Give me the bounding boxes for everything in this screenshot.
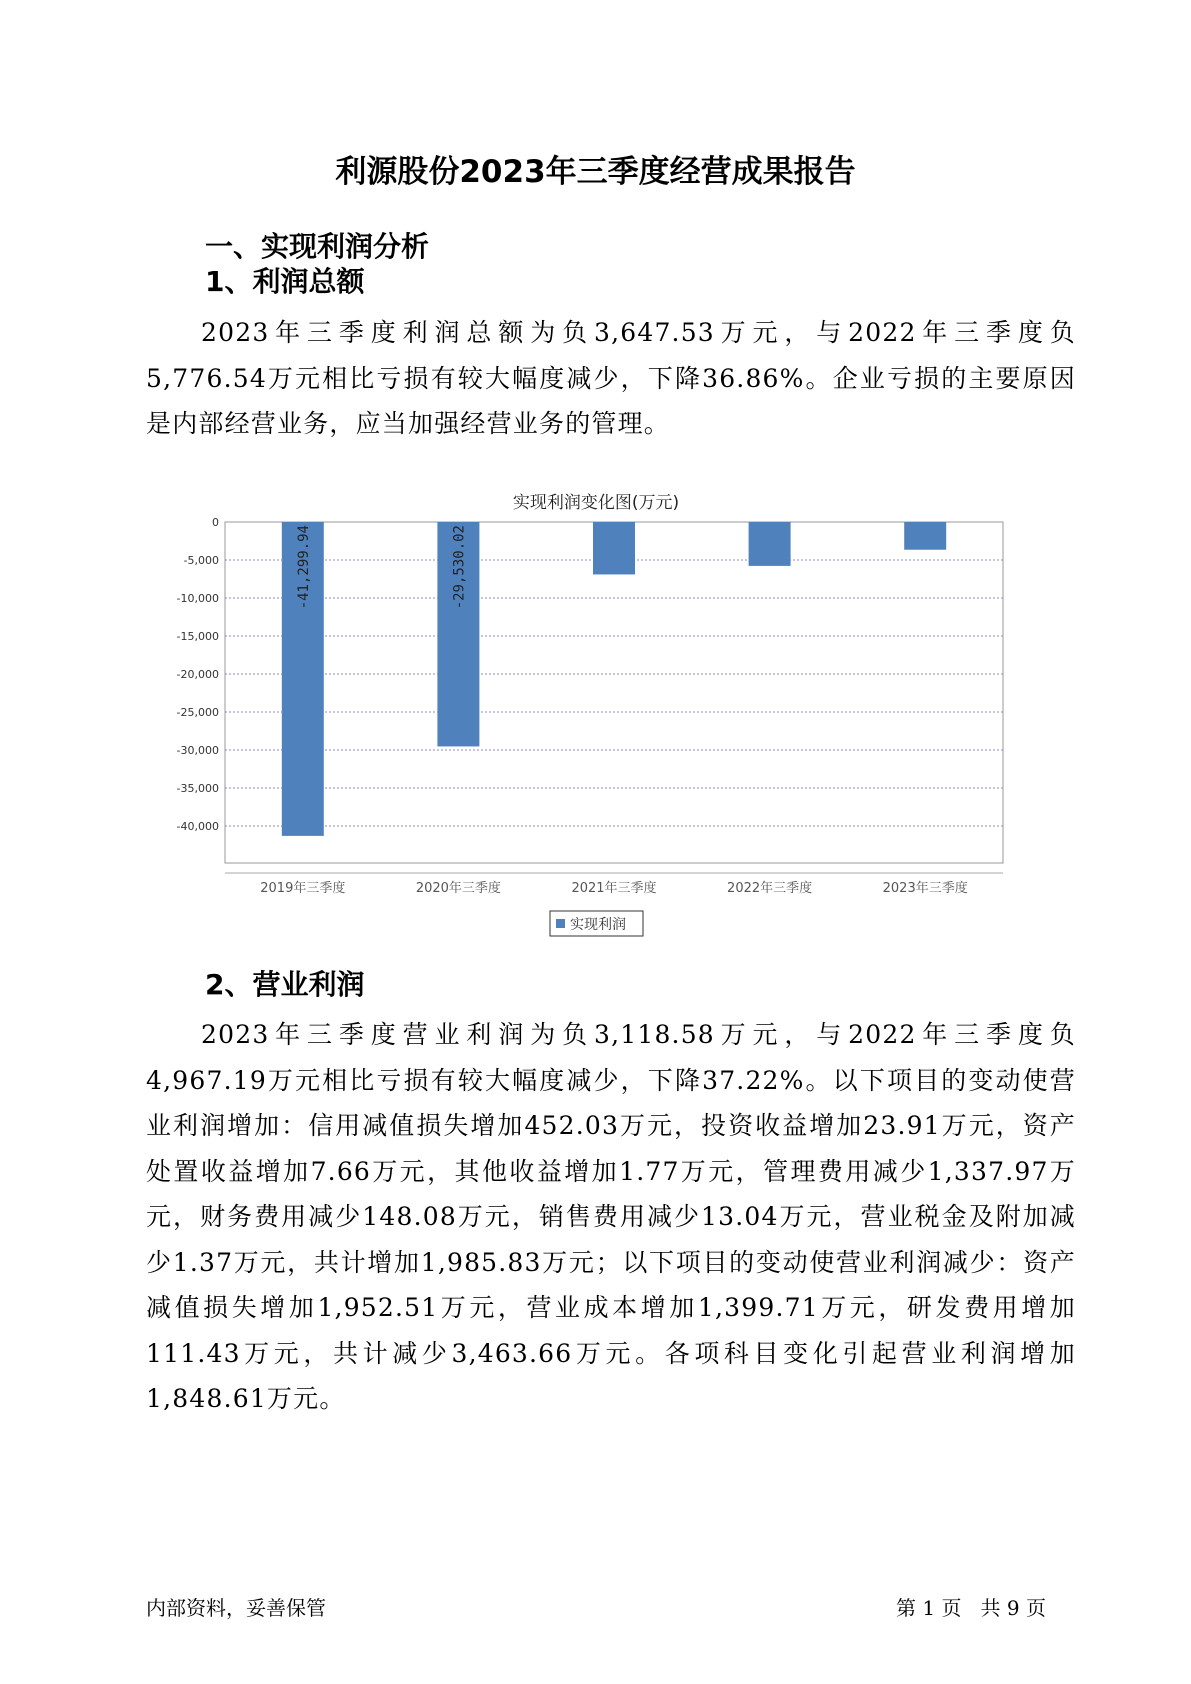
bar-data-label: -41,299.94 (295, 525, 312, 610)
bar (593, 522, 635, 574)
grid-lines (225, 560, 1003, 826)
footer-page-number: 第 1 页 共 9 页 (896, 1596, 1046, 1620)
x-category-label: 2023年三季度 (882, 881, 968, 896)
chart-title: 实现利润变化图(万元) (512, 493, 680, 513)
x-category-label: 2022年三季度 (727, 881, 813, 896)
legend (550, 911, 643, 936)
y-tick-label: -25,000 (176, 706, 219, 719)
y-tick-label: -15,000 (176, 630, 219, 643)
legend-label: 实现利润 (570, 917, 626, 933)
y-tick-label: -5,000 (183, 554, 219, 567)
y-tick-label: 0 (212, 516, 219, 529)
subheading-operating-profit: 2、营业利润 (205, 968, 365, 1001)
report-title: 利源股份2023年三季度经营成果报告 (335, 154, 856, 190)
x-category-label: 2021年三季度 (571, 881, 657, 896)
y-tick-label: -35,000 (176, 782, 219, 795)
footer-confidential-note: 内部资料，妥善保管 (146, 1596, 326, 1620)
y-tick-label: -10,000 (176, 592, 219, 605)
bar (904, 522, 946, 550)
y-tick-label: -20,000 (176, 668, 219, 681)
section-heading-profit-analysis: 一、实现利润分析 (205, 230, 430, 263)
bar-data-label: -29,530.02 (451, 525, 468, 610)
x-category-label: 2020年三季度 (415, 881, 501, 896)
paragraph-operating-profit: 2023年三季度营业利润为负3,118.58万元，与2022年三季度负4,967.19万元相比亏损有较大幅度减少，下降37.22%。以下项目的变动使营业利润增加：信用减值损失增加452.03万元，投资收益增加23.91万元，资产处置收益增加7.66万元，其他收益增加1.77万元，管理费用减少1,337.97万元，财务费用减少148.08万元，销售费用减少13.04万元，营业税金及附加减少1.37万元，共计增加1,985.83万元；以下项目的变动使营业利润减少：资产减值损失增加1,952.51万元，营业成本增加1,399.71万元，研发费用增加111.43万元，共计减少3,463.66万元。各项科目变化引起营业利润增加1,848.61万元。 (146, 1020, 1076, 1413)
paragraph-total-profit: 2023年三季度利润总额为负3,647.53万元，与2022年三季度负5,776.54万元相比亏损有较大幅度减少，下降36.86%。企业亏损的主要原因是内部经营业务，应当加强经营业务的管理。 (146, 318, 1076, 438)
profit-bar-chart (0, 485, 1191, 945)
subheading-total-profit: 1、利润总额 (205, 265, 365, 298)
bar (749, 522, 791, 566)
bars (282, 522, 946, 836)
y-tick-label: -40,000 (176, 820, 219, 833)
x-category-label: 2019年三季度 (260, 881, 346, 896)
x-axis-categories (260, 880, 967, 896)
legend-swatch (556, 919, 565, 928)
y-axis-ticks (177, 516, 219, 833)
y-tick-label: -30,000 (176, 744, 219, 757)
